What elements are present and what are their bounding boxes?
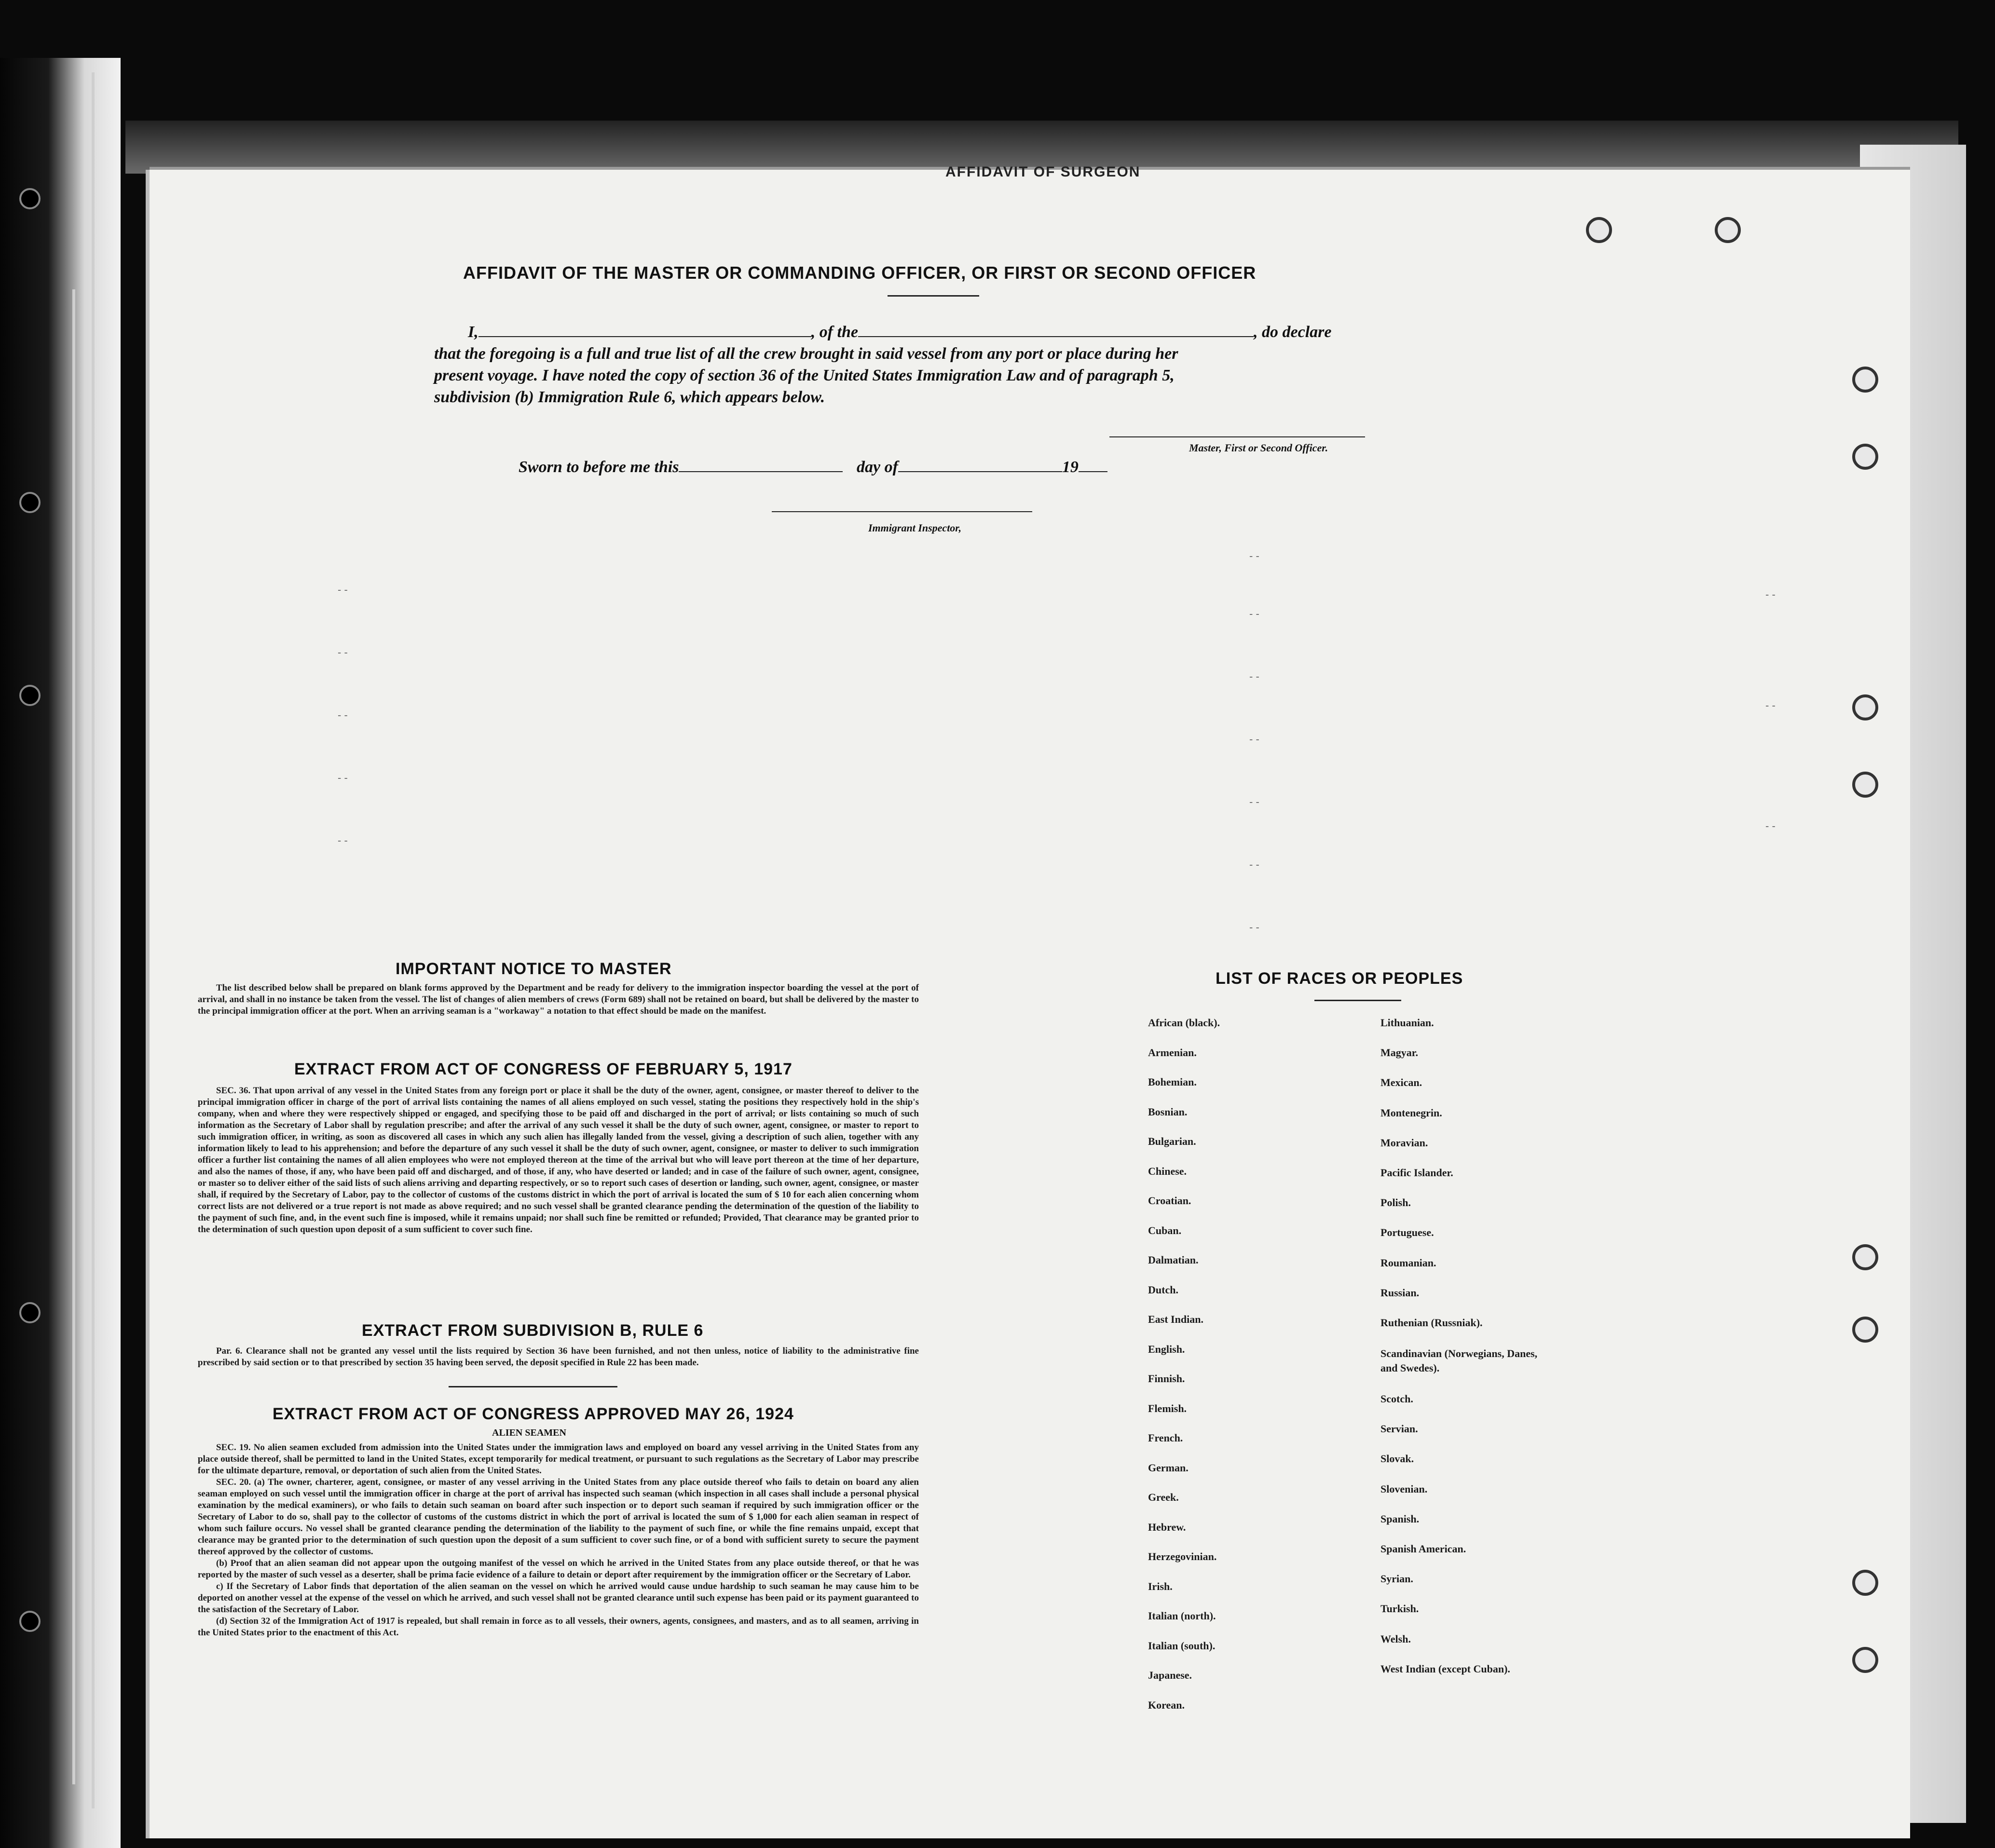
race-item: Chinese. bbox=[1148, 1165, 1187, 1177]
race-item: German. bbox=[1148, 1461, 1189, 1474]
extract-1924-title: EXTRACT FROM ACT OF CONGRESS APPROVED MAY 26, 1924 bbox=[273, 1405, 794, 1423]
binder-line bbox=[92, 72, 95, 1808]
punch-hole bbox=[19, 1611, 41, 1632]
binder-ring bbox=[1715, 217, 1741, 243]
extract-1924-text bbox=[198, 1442, 919, 1639]
race-item: Spanish American. bbox=[1380, 1543, 1466, 1555]
race-item: Russian. bbox=[1380, 1286, 1420, 1299]
year-prefix: 19 bbox=[1062, 458, 1079, 476]
race-item: Herzegovinian. bbox=[1148, 1550, 1217, 1563]
race-item: Slovenian. bbox=[1380, 1482, 1428, 1495]
races-left-column bbox=[1148, 1017, 1220, 1728]
notice-text bbox=[198, 982, 919, 1017]
extract-1917-text bbox=[198, 1085, 919, 1236]
race-item: Greek. bbox=[1148, 1491, 1179, 1503]
declaration-line-4: subdivision (b) Immigration Rule 6, which appears below. bbox=[434, 388, 825, 406]
binder-ring bbox=[1852, 1647, 1878, 1673]
race-item: Montenegrin. bbox=[1380, 1106, 1442, 1119]
race-item: African (black). bbox=[1148, 1017, 1220, 1029]
bleed-mark: - - bbox=[1249, 796, 1259, 808]
sworn-year-blank bbox=[1079, 459, 1107, 472]
sworn-day-blank bbox=[679, 459, 843, 472]
binder-ring bbox=[1852, 772, 1878, 798]
declare-suffix: , do declare bbox=[1254, 323, 1332, 341]
bleed-mark: - - bbox=[338, 834, 348, 846]
day-of-text: day of bbox=[856, 458, 898, 476]
race-item: Lithuanian. bbox=[1380, 1017, 1434, 1029]
bleed-mark: - - bbox=[1765, 588, 1776, 600]
binder-ring bbox=[1852, 1244, 1878, 1270]
notice-title: IMPORTANT NOTICE TO MASTER bbox=[396, 960, 672, 978]
race-item: Turkish. bbox=[1380, 1603, 1419, 1615]
bleed-mark: - - bbox=[338, 772, 348, 784]
sworn-line bbox=[519, 458, 1107, 476]
race-item: Bulgarian. bbox=[1148, 1135, 1196, 1147]
inspector-signature-line bbox=[772, 511, 1032, 512]
notice-paragraph: The list described below shall be prepared on blank forms approved by the Department and be ready for delivery to the immigration inspector boarding the vessel at the port of arrival, and shall in no instance be taken from the vessel. The list of changes of alien members of crews (Form 689) shall not be retained on board, but shall be delivered by the master to the principal immigration officer at the port. When an arriving seaman is a "workaway" a notation to that effect should be made on the manifest. bbox=[198, 983, 919, 1016]
bleed-mark: - - bbox=[1765, 699, 1776, 711]
extract-1917-title: EXTRACT FROM ACT OF CONGRESS OF FEBRUARY 5, 1917 bbox=[294, 1060, 793, 1078]
bleed-mark: - - bbox=[1249, 921, 1259, 933]
alien-seamen-subtitle: ALIEN SEAMEN bbox=[492, 1427, 566, 1438]
race-item: Slovak. bbox=[1380, 1453, 1414, 1465]
affidavit-title: AFFIDAVIT OF THE MASTER OR COMMANDING OFFICER, OR FIRST OR SECOND OFFICER bbox=[463, 263, 1257, 283]
title-underline bbox=[888, 295, 979, 297]
race-item: Bohemian. bbox=[1148, 1076, 1197, 1088]
sec-20b-paragraph: (b) Proof that an alien seaman did not appear upon the outgoing manifest of the vessel on which he arrived in the United States from any place outside thereof, or that he was reported by the master of such vessel as a deserter, shall be prima facie evidence of a failure to detain or deport after requirement by the immigration officer or the Secretary of Labor. bbox=[198, 1558, 919, 1580]
rule-6-text bbox=[198, 1345, 919, 1369]
sec-19-paragraph: SEC. 19. No alien seamen excluded from admission into the United States under the immigration laws and employed on board any vessel arriving in the United States from any place outside thereof, shall be permitted to land in the United States, except temporarily for medical treatment, or pursuant to such regulations as the Secretary of Labor may prescribe for the ultimate departure, removal, or deportation of such alien from the United States. bbox=[198, 1442, 919, 1476]
binder-ring bbox=[1852, 444, 1878, 470]
declarant-name-blank bbox=[478, 324, 811, 337]
race-item: Cuban. bbox=[1148, 1224, 1182, 1237]
race-item: Mexican. bbox=[1380, 1076, 1422, 1089]
race-item: French. bbox=[1148, 1432, 1183, 1444]
race-item: Croatian. bbox=[1148, 1195, 1191, 1207]
race-item: Ruthenian (Russniak). bbox=[1380, 1316, 1483, 1329]
punch-hole bbox=[19, 188, 41, 209]
races-title: LIST OF RACES OR PEOPLES bbox=[1216, 969, 1463, 988]
bleed-mark: - - bbox=[1249, 858, 1259, 870]
sec-20c-paragraph: c) If the Secretary of Labor finds that deportation of the alien seaman on the vessel on which he arrived would cause undue hardship to such seaman he may cause him to be deported on another vessel at the expense of the vessel on which he arrived, and such vessel shall not be granted clearance until such expense has been paid or its payment guaranteed to the satisfaction of the Secretary of Labor. bbox=[198, 1581, 919, 1615]
vessel-prefix: , of the bbox=[811, 323, 859, 341]
bleed-mark: - - bbox=[1249, 608, 1259, 620]
race-item: English. bbox=[1148, 1343, 1185, 1355]
binder-ring bbox=[1852, 1570, 1878, 1596]
binder-line bbox=[72, 289, 75, 1784]
race-item: Korean. bbox=[1148, 1699, 1185, 1711]
sec-20a-paragraph: SEC. 20. (a) The owner, charterer, agent, consignee, or master of any vessel arriving in the United States from any place outside thereof who fails to detain on board any alien seaman employed on such vessel until the immigration officer in charge at the port of arrival has inspected such seaman (which inspection in all cases shall include a personal physical examination by the medical examiners), or who fails to detain such seaman on board after such inspection or to deport such seaman if required by such immigration officer or the Secretary of Labor to do so, shall pay to the collector of customs of the customs district in which the port of arrival is located the sum of $ 1,000 for each alien seaman in respect of whom such failure occurs. No vessel shall be granted clearance pending the determination of the liability to the payment of such fine, or while the fine remains unpaid, except that clearance may be granted prior to the determination of such question upon the deposit of a sum sufficient to cover such fine, or of a bond with sufficient surety to secure the payment thereof approved by the collector of customs. bbox=[198, 1477, 919, 1557]
race-item: Italian (south). bbox=[1148, 1639, 1216, 1652]
race-item: Hebrew. bbox=[1148, 1521, 1186, 1533]
race-item: Flemish. bbox=[1148, 1402, 1187, 1414]
bleed-mark: - - bbox=[1765, 820, 1776, 832]
master-signature-caption: Master, First or Second Officer. bbox=[1189, 442, 1328, 454]
race-item: Italian (north). bbox=[1148, 1610, 1216, 1622]
race-item: Servian. bbox=[1380, 1423, 1418, 1435]
race-item: Moravian. bbox=[1380, 1136, 1428, 1149]
race-item: Japanese. bbox=[1148, 1669, 1192, 1681]
race-item: West Indian (except Cuban). bbox=[1380, 1662, 1510, 1675]
race-item: Dutch. bbox=[1148, 1283, 1178, 1296]
declaration-line-2: that the foregoing is a full and true list of all the crew brought in said vessel from any port or place during her bbox=[434, 345, 1178, 363]
rule-6-title: EXTRACT FROM SUBDIVISION B, RULE 6 bbox=[362, 1321, 704, 1340]
race-item: Irish. bbox=[1148, 1580, 1173, 1592]
sworn-month-blank bbox=[898, 459, 1062, 472]
binder-ring bbox=[1852, 367, 1878, 393]
declarant-prefix: I, bbox=[468, 323, 478, 341]
declaration-line-3: present voyage. I have noted the copy of section 36 of the United States Immigration Law and of paragraph 5, bbox=[434, 367, 1175, 384]
race-item: Syrian. bbox=[1380, 1573, 1413, 1585]
race-item: Pacific Islander. bbox=[1380, 1166, 1453, 1179]
vessel-name-blank bbox=[858, 324, 1254, 337]
bleed-mark: - - bbox=[1249, 550, 1259, 562]
race-item: Roumanian. bbox=[1380, 1256, 1436, 1269]
race-item: Magyar. bbox=[1380, 1046, 1419, 1059]
race-item: Welsh. bbox=[1380, 1632, 1411, 1645]
race-item: Portuguese. bbox=[1380, 1226, 1434, 1239]
bleed-mark: - - bbox=[338, 709, 348, 721]
section-36-paragraph: SEC. 36. That upon arrival of any vessel in the United States from any foreign port or place it shall be the duty of the owner, agent, consignee, or master thereof to deliver to the principal immigration officer in charge of the port of arrival lists containing the names of all aliens employed on such vessel, stating the positions they respectively hold in the ship's company, when and where they were respectively shipped or engaged, and specifying those to be paid off and discharged in the port of arrival; or lists containing so much of such information as the Secretary of Labor shall by regulation prescribe; and after the arrival of any such vessel it shall be the duty of such owner, agent, consignee, or master to report to such immigration officer, in writing, as soon as discovered all cases in which any such alien has illegally landed from the vessel, giving a description of such alien, together with any information likely to lead to his apprehension; and before the departure of any such vessel it shall be the duty of such owner, agent, consignee, or master to deliver to such immigration officer a further list containing the names of all alien employees who were not employed thereon at the time of the arrival but who will leave port thereon at the time of her departure, and also the names of those, if any, who have been paid off and discharged, and of those, if any, who have deserted or landed; and in case of the failure of such owner, agent, consignee, or master so to deliver either of the said lists of such aliens arriving and departing respectively, or so to report such cases of desertion or landing, such owner, agent, consignee, or master shall, if required by the Secretary of Labor, pay to the collector of customs of the customs district in which the port of arrival is located the sum of $ 10 for each alien concerning whom correct lists are not delivered or a true report is not made as above required; and no such vessel shall be granted clearance pending the determination of the question of the liability to the payment of such fine, and, in the event such fine is imposed, while it remains unpaid; nor shall such fine be remitted or refunded; Provided, That clearance may be granted prior to the determination of such question upon deposit of a sum sufficient to cover such fine. bbox=[198, 1086, 919, 1235]
master-signature-line bbox=[1109, 436, 1365, 437]
race-item: Polish. bbox=[1380, 1196, 1411, 1209]
race-item: Finnish. bbox=[1148, 1372, 1185, 1385]
bleed-mark: - - bbox=[1249, 733, 1259, 745]
sworn-text: Sworn to before me this bbox=[519, 458, 679, 476]
race-item: Spanish. bbox=[1380, 1512, 1420, 1525]
rule-6-divider bbox=[449, 1386, 617, 1387]
race-item: Armenian. bbox=[1148, 1046, 1197, 1059]
sheet-top-label: AFFIDAVIT OF SURGEON bbox=[945, 164, 1141, 180]
binder-ring bbox=[1852, 694, 1878, 720]
punch-hole bbox=[19, 685, 41, 706]
race-item: Scotch. bbox=[1380, 1393, 1413, 1405]
races-right-column bbox=[1380, 1017, 1554, 1693]
sec-20d-paragraph: (d) Section 32 of the Immigration Act of 1917 is repealed, but shall remain in force as to all vessels, their owners, agents, consignees, and masters, and as to all seamen, arriving in the United States prior to the enactment of this Act. bbox=[198, 1616, 919, 1638]
bleed-mark: - - bbox=[338, 646, 348, 658]
binder-ring bbox=[1586, 217, 1612, 243]
race-item: Dalmatian. bbox=[1148, 1254, 1199, 1266]
punch-hole bbox=[19, 492, 41, 513]
race-item: East Indian. bbox=[1148, 1313, 1203, 1325]
bleed-mark: - - bbox=[1249, 670, 1259, 682]
inspector-signature-caption: Immigrant Inspector, bbox=[868, 522, 962, 534]
declaration-line-1 bbox=[468, 323, 1331, 341]
par-6-paragraph: Par. 6. Clearance shall not be granted any vessel until the lists required by Section 36 have been furnished, and not then unless, notice of liability to the administrative fine prescribed by said section or to that prescribed by section 35 having been served, the deposit specified in Rule 22 has been made. bbox=[198, 1346, 919, 1368]
race-item: Scandinavian (Norwegians, Danes, and Swedes). bbox=[1380, 1347, 1538, 1374]
race-item: Bosnian. bbox=[1148, 1105, 1188, 1118]
scan-left-edge bbox=[0, 58, 121, 1848]
binder-ring bbox=[1852, 1317, 1878, 1343]
bleed-mark: - - bbox=[338, 584, 348, 596]
races-title-underline bbox=[1314, 1000, 1401, 1001]
punch-hole bbox=[19, 1302, 41, 1323]
